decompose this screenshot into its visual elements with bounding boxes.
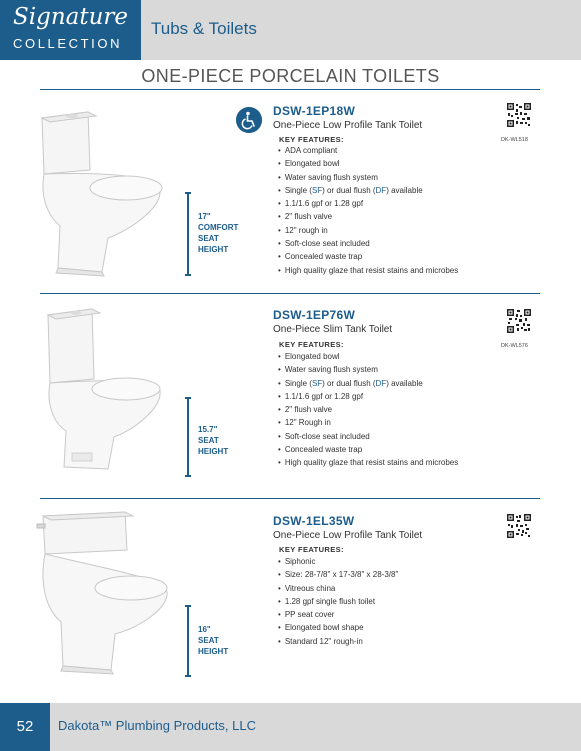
feature-item: • Concealed waste trap	[278, 443, 458, 456]
section-title: Tubs & Toilets	[151, 19, 257, 38]
single-flush-tag: SF	[311, 185, 323, 195]
seat-height-line: COMFORT	[198, 223, 239, 232]
toilet-image-dsw-1ep76w	[38, 303, 168, 475]
feature-item: • 12" Rough in	[278, 416, 458, 429]
logo-signature-text: Signature	[13, 4, 129, 30]
seat-height-value: 16"	[198, 625, 211, 634]
feature-item: • High quality glaze that resist stains and microbes	[278, 264, 458, 277]
feature-item: • 2" flush valve	[278, 210, 458, 223]
single-flush-tag: SF	[311, 378, 323, 388]
seat-height-label	[198, 624, 268, 657]
feature-item	[278, 377, 458, 390]
feature-item: • Standard 12" rough-in	[278, 635, 398, 648]
heading-divider	[40, 89, 540, 90]
product-subtitle: One-Piece Low Profile Tank Toilet	[273, 120, 423, 131]
seat-height-line: SEAT	[198, 636, 219, 645]
product-divider	[40, 293, 540, 294]
seat-height-bracket	[185, 605, 191, 677]
flush-text: ) or dual flush (	[322, 185, 376, 195]
product-subtitle: One-Piece Slim Tank Toilet	[273, 324, 393, 335]
feature-item: • Water saving flush system	[278, 171, 458, 184]
feature-item: • Water saving flush system	[278, 363, 458, 376]
logo-collection-text: COLLECTION	[13, 36, 123, 51]
key-features-title: KEY FEATURES:	[279, 340, 344, 349]
feature-item: • 1.28 gpf single flush toilet	[278, 595, 398, 608]
page-number: 52	[0, 703, 50, 751]
qr-code-label: DK-WL576	[501, 343, 528, 349]
qr-code-icon	[507, 309, 531, 333]
feature-list	[278, 144, 458, 277]
key-features-title: KEY FEATURES:	[279, 545, 344, 554]
feature-item: • PP seat cover	[278, 608, 398, 621]
page-header	[0, 0, 581, 60]
flush-text: Single (	[284, 185, 312, 195]
feature-item: • Elongated bowl	[278, 157, 458, 170]
feature-item	[278, 184, 458, 197]
feature-item: • Elongated bowl shape	[278, 621, 398, 634]
key-features-title: KEY FEATURES:	[279, 135, 344, 144]
model-number: DSW-1EP18W	[273, 104, 356, 118]
flush-text: ) or dual flush (	[322, 378, 376, 388]
dual-flush-tag: DF	[375, 185, 387, 195]
feature-list	[278, 555, 398, 648]
feature-item: • 12" rough in	[278, 224, 458, 237]
feature-item: • Soft-close seat included	[278, 237, 458, 250]
company-name: Dakota™ Plumbing Products, LLC	[58, 718, 256, 733]
qr-code-icon	[507, 514, 531, 538]
feature-item: • Siphonic	[278, 555, 398, 568]
seat-height-line: HEIGHT	[198, 245, 229, 254]
feature-item: • Soft-close seat included	[278, 430, 458, 443]
flush-text: Single (	[284, 378, 312, 388]
seat-height-line: HEIGHT	[198, 447, 229, 456]
seat-height-value: 17"	[198, 212, 211, 221]
toilet-image-dsw-1el35w	[35, 506, 175, 678]
page-heading: ONE-PIECE PORCELAIN TOILETS	[141, 66, 440, 86]
feature-list	[278, 350, 458, 470]
feature-item: • 1.1/1.6 gpf or 1.28 gpf	[278, 390, 458, 403]
model-number: DSW-1EP76W	[273, 308, 356, 322]
feature-item: • Size: 28-7/8" x 17-3/8" x 28-3/8"	[278, 568, 398, 581]
seat-height-line: HEIGHT	[198, 647, 229, 656]
seat-height-line: SEAT	[198, 234, 219, 243]
seat-height-value: 15.7"	[198, 425, 218, 434]
feature-item: • 1.1/1.6 gpf or 1.28 gpf	[278, 197, 458, 210]
toilet-image-dsw-1ep18w	[30, 98, 170, 280]
qr-code-label: DK-WL518	[501, 137, 528, 143]
seat-height-label	[198, 424, 268, 457]
dual-flush-tag: DF	[375, 378, 387, 388]
signature-collection-logo	[0, 0, 141, 60]
feature-item: • Elongated bowl	[278, 350, 458, 363]
feature-item: • Vitreous china	[278, 582, 398, 595]
feature-item: • High quality glaze that resist stains and microbes	[278, 456, 458, 469]
seat-height-label	[198, 211, 268, 255]
seat-height-bracket	[185, 192, 191, 276]
product-divider	[40, 498, 540, 499]
page-footer	[0, 703, 581, 751]
flush-text: ) available	[386, 185, 423, 195]
product-subtitle: One-Piece Low Profile Tank Toilet	[273, 530, 423, 541]
seat-height-bracket	[185, 397, 191, 477]
flush-text: ) available	[386, 378, 423, 388]
feature-item: • 2" flush valve	[278, 403, 458, 416]
feature-item: • Concealed waste trap	[278, 250, 458, 263]
seat-height-line: SEAT	[198, 436, 219, 445]
wheelchair-accessibility-icon	[236, 107, 262, 133]
model-number: DSW-1EL35W	[273, 514, 355, 528]
feature-item: • ADA compliant	[278, 144, 458, 157]
qr-code-icon	[507, 103, 531, 127]
